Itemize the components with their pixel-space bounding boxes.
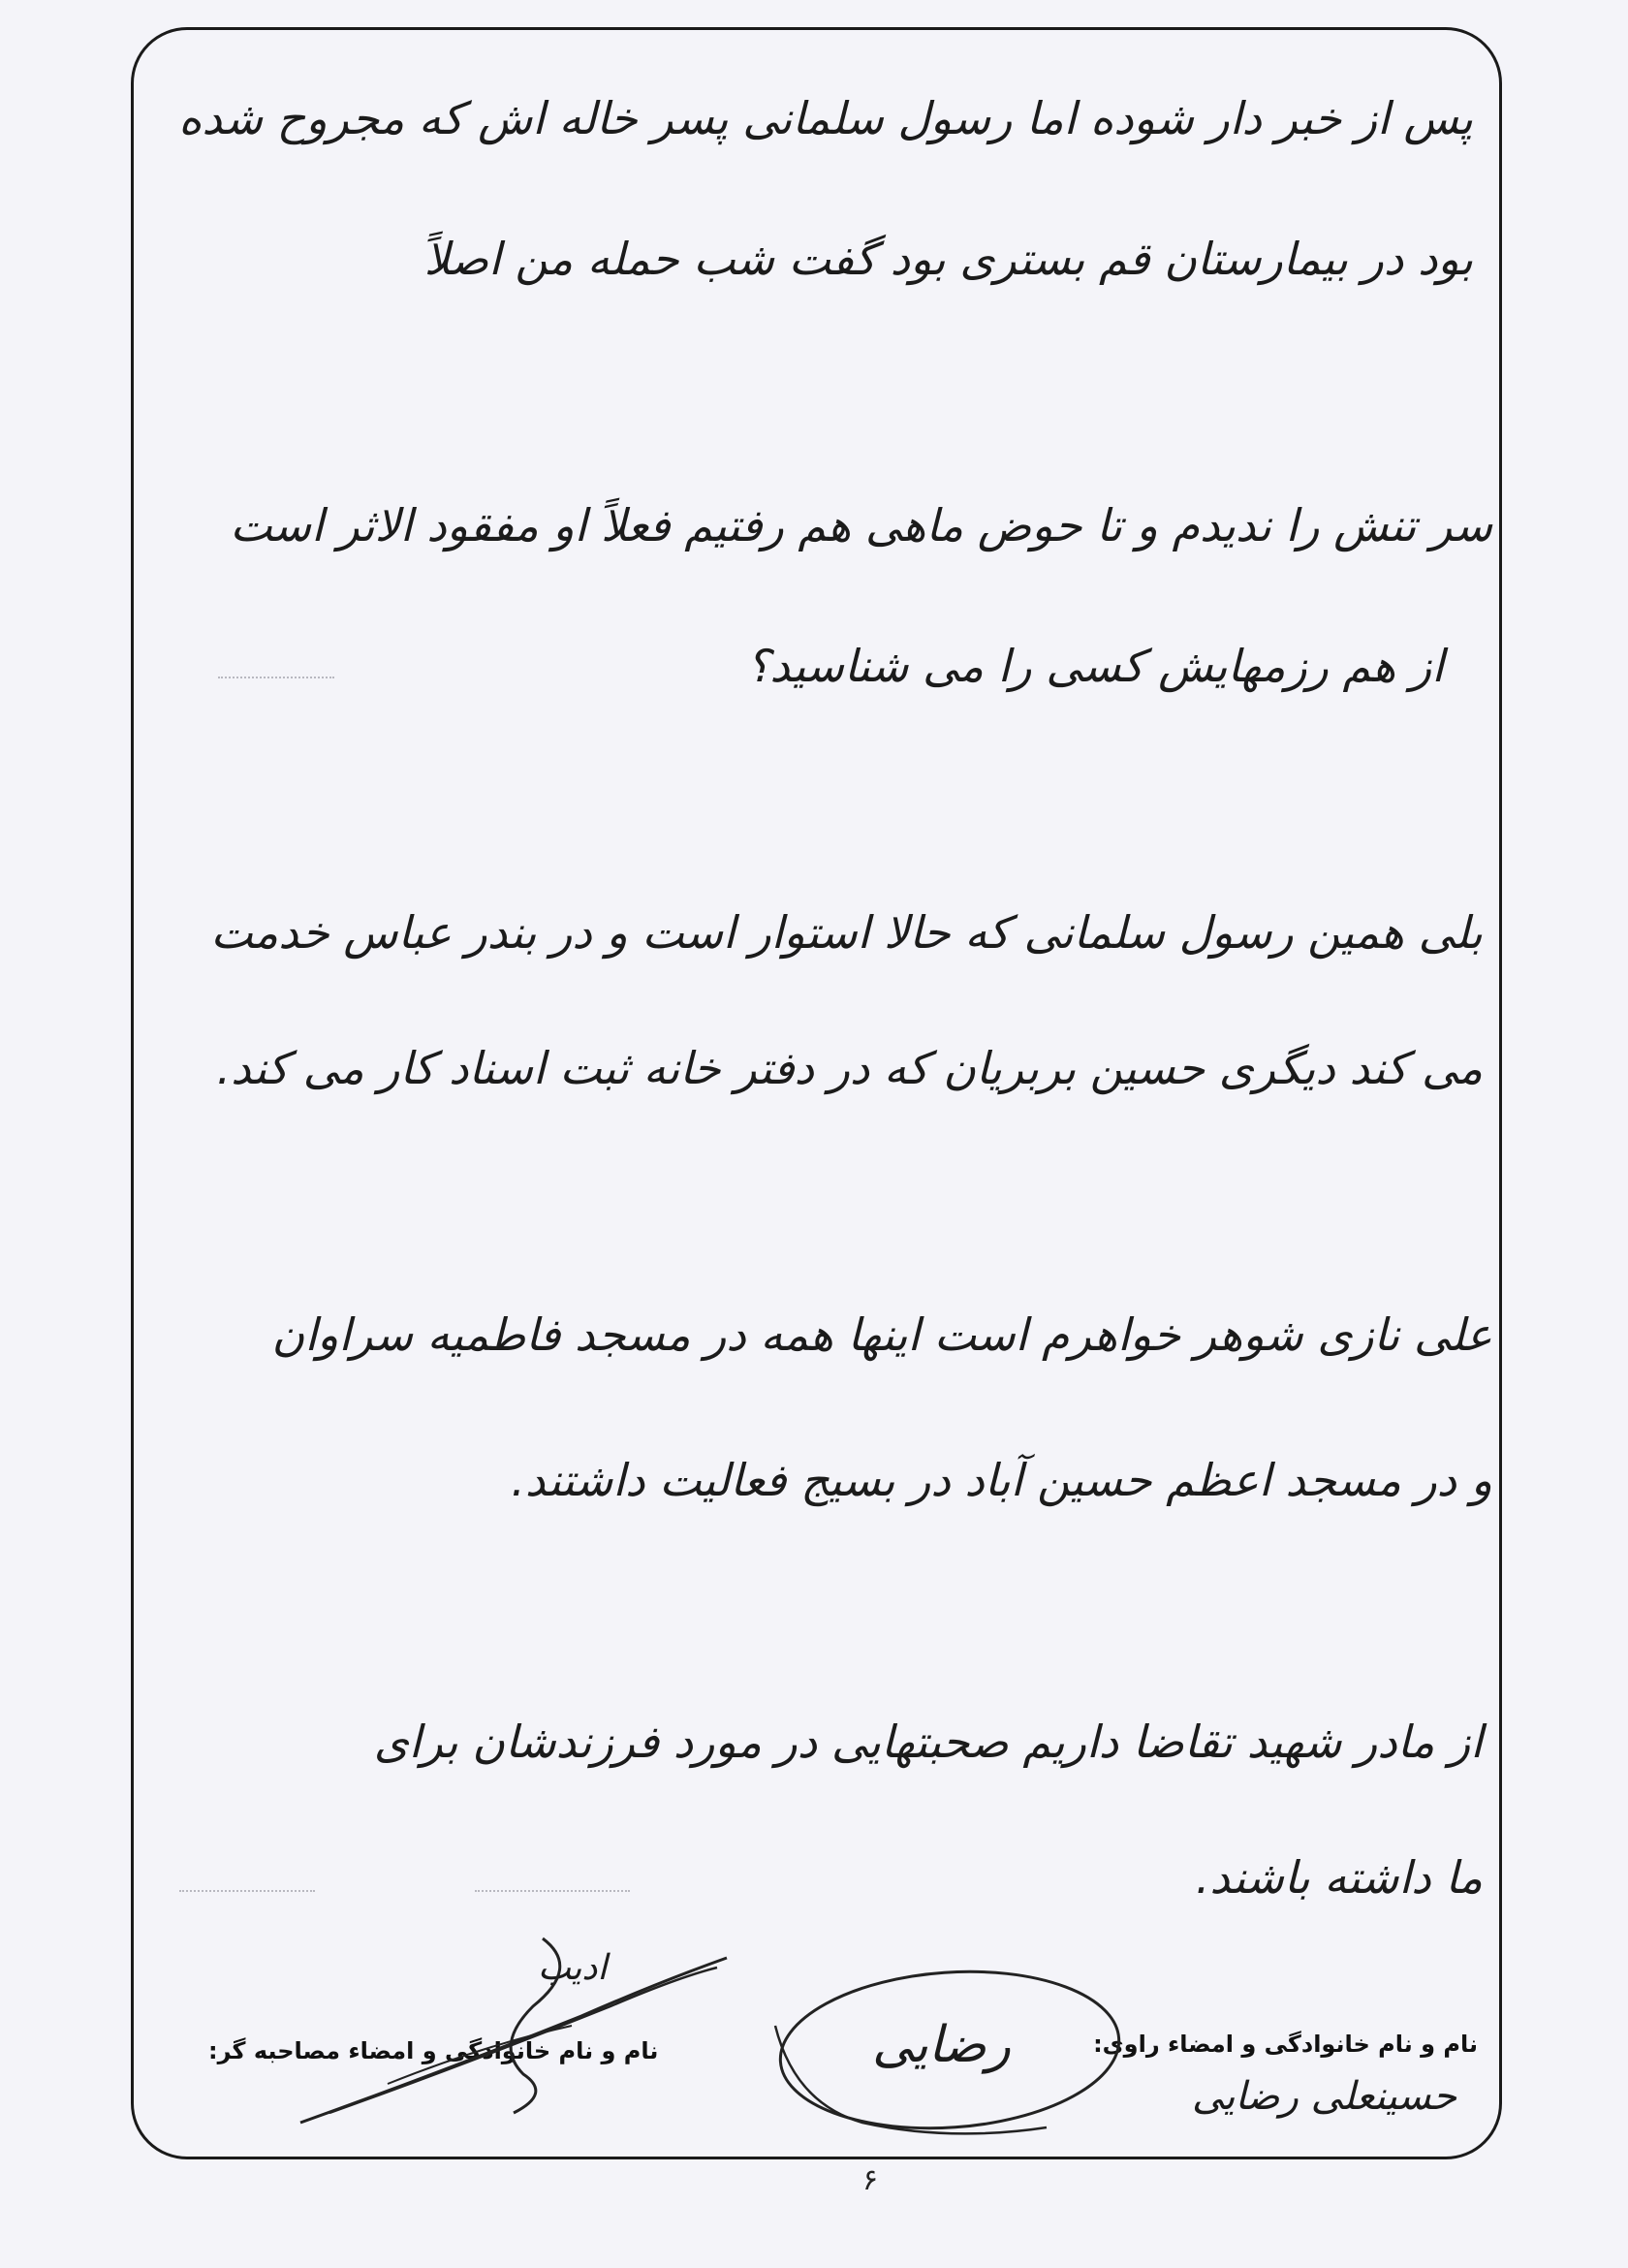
handwritten-line-5: بلی همین رسول سلمانی که حالا استوار است و در بندر عباس خدمت (210, 906, 1483, 959)
narrator-signature-text: رضایی (872, 2016, 1011, 2074)
handwritten-line-6: می کند دیگری حسین بربریان که در دفتر خانه ثبت اسناد کار می کند. (216, 1042, 1483, 1094)
handwritten-line-9: از مادر شهید تقاضا داریم صحبتهایی در مورد فرزندشان برای (373, 1716, 1483, 1768)
dotted-guide (475, 1890, 630, 1892)
handwritten-line-1: پس از خبر دار شوده اما رسول سلمانی پسر خاله اش که مجروح شده (178, 92, 1473, 144)
interviewer-signature-label: نام و نام خانوادگی و امضاء مصاحبه گر: (208, 2037, 659, 2064)
handwritten-line-2: بود در بیمارستان قم بستری بود گفت شب حمله من اصلاً (423, 233, 1473, 285)
dotted-guide (218, 677, 334, 678)
handwritten-line-3: سر تنش را ندیدم و تا حوض ماهی هم رفتیم فعلاً او مفقود الاثر است (230, 499, 1492, 551)
interviewer-name: ادیب (538, 1948, 608, 1988)
handwritten-line-10: ما داشته باشند. (1195, 1851, 1483, 1904)
narrator-name: حسینعلی رضایی (1192, 2074, 1457, 2119)
narrator-signature-label: نام و نام خانوادگی و امضاء راوی: (1093, 2031, 1478, 2058)
page-number: ۶ (862, 2163, 879, 2197)
handwritten-line-8: و در مسجد اعظم حسین آباد در بسیج فعالیت داشتند. (511, 1454, 1492, 1506)
handwritten-line-4: از هم رزمهایش کسی را می شناسید؟ (745, 640, 1444, 692)
interviewer-signature (291, 1929, 736, 2132)
handwritten-line-7: علی نازی شوهر خواهرم است اینها همه در مسجد فاطمیه سراوان (271, 1308, 1492, 1361)
dotted-guide (179, 1890, 315, 1892)
